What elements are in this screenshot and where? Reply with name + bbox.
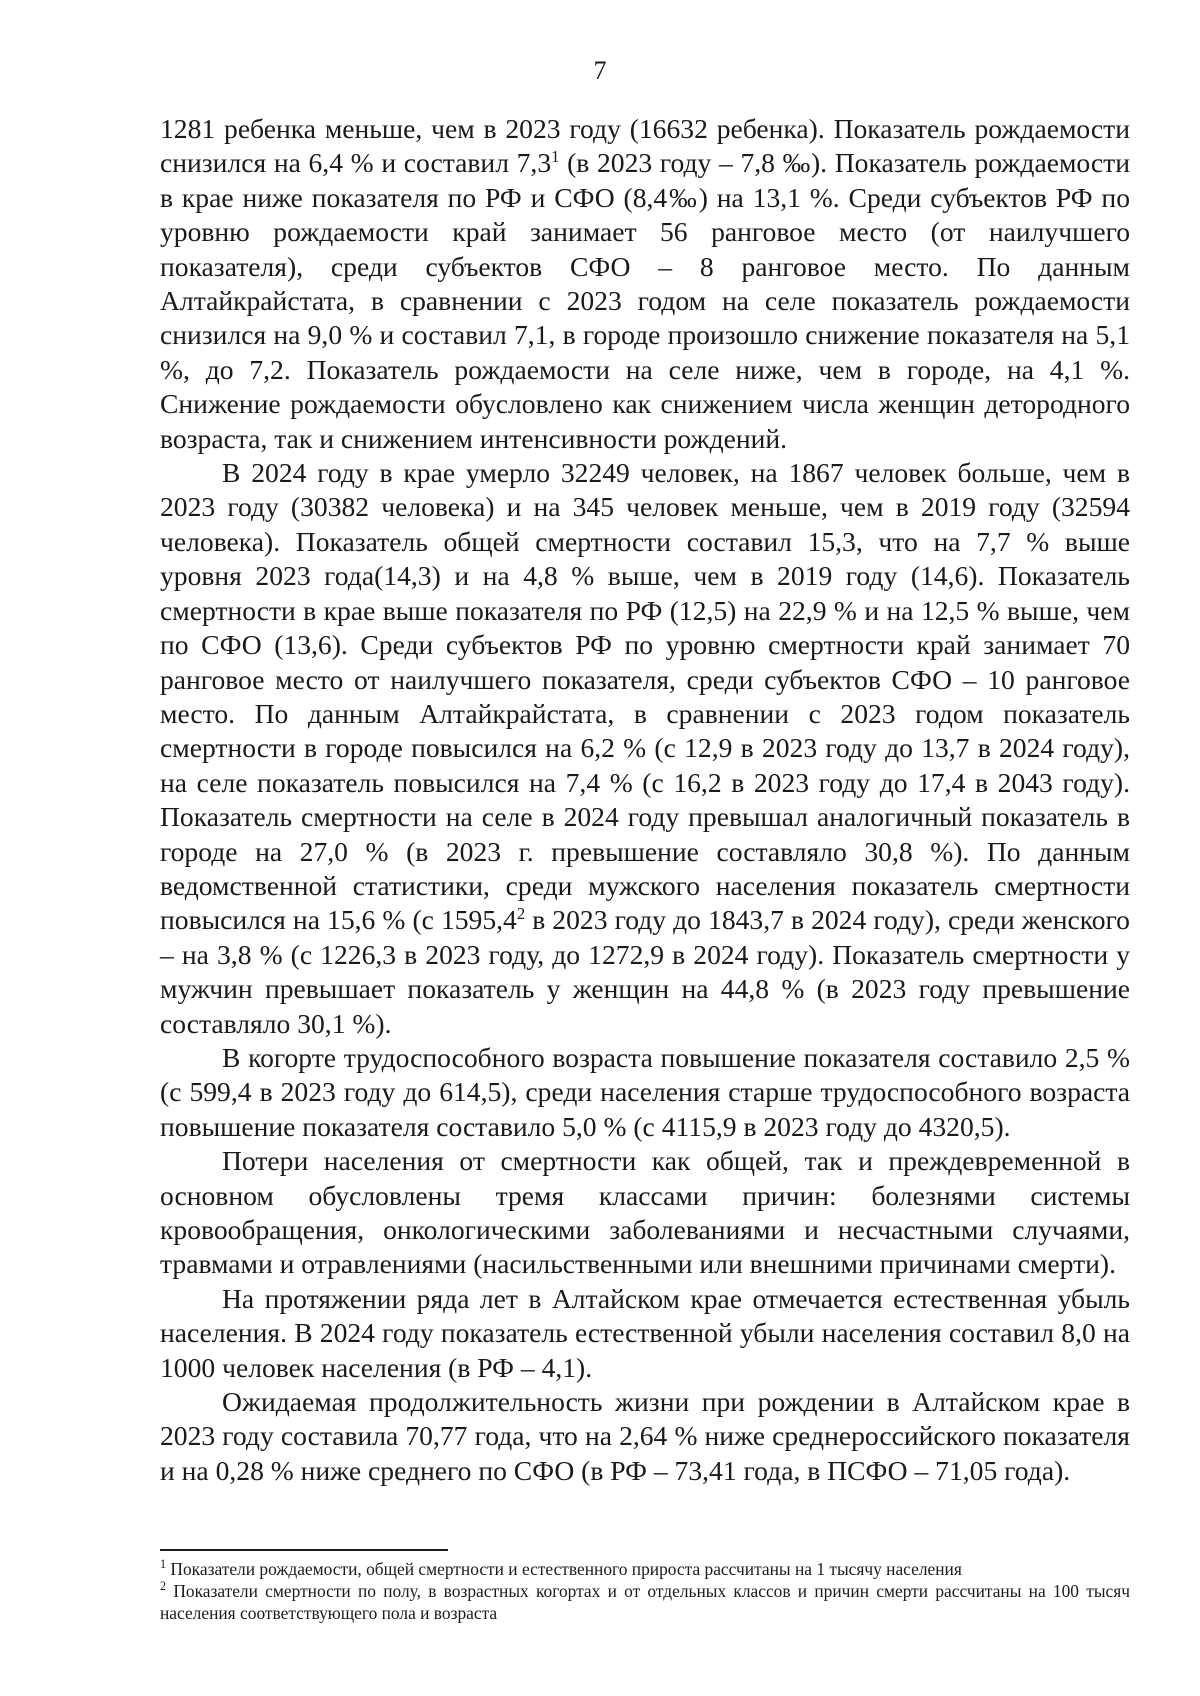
page-number: 7 bbox=[593, 56, 607, 85]
paragraph-text: 1281 ребенка меньше, чем в 2023 году (16632 ребенка). Показатель рождаемости снизился на 6,4 % и составил 7,3 bbox=[160, 113, 1130, 179]
paragraph bbox=[160, 1385, 1130, 1488]
footnote-reference: 1 bbox=[551, 147, 560, 167]
footnote-reference: 2 bbox=[516, 904, 526, 924]
paragraph-text: Потери населения от смертности как общей, так и преждевременной в основном обусловлены тремя классами причин: болезнями системы кровообращения, онкологическими заболеваниями и несчастными случаями, травмами и отравлениями (насильственными или внешними причинами смерти). bbox=[160, 1145, 1130, 1280]
paragraph-text: В 2024 году в крае умерло 32249 человек, на 1867 человек больше, чем в 2023 году (30382 человека) и на 345 человек меньше, чем в 2019 году (32594 человека). Показатель общей смертности составил 15,3, что на 7,7 % выше уровня 2023 года(14,3) и на 4,8 % выше, чем в 2019 году (14,6). Показатель смертности в крае выше показателя по РФ (12,5) на 22,9 % и на 12,5 % выше, чем по СФО (13,6). Среди субъектов РФ по уровню смертности край занимает 70 ранговое место от наилучшего показателя, среди субъектов СФО – 10 ранговое место. По данным Алтайкрайстата, в сравнении с 2023 годом показатель смертности в городе повысился на 6,2 % (с 12,9 в 2023 году до 13,7 в 2024 году), на селе показатель повысился на 7,4 % (с 16,2 в 2023 году до 17,4 в 2043 году). Показатель смертности на селе в 2024 году превышал аналогичный показатель в городе на 27,0 % (в 2023 г. превышение составляло 30,8 %). По данным ведомственной статистики, среди мужского населения показатель смертности повысился на 15,6 % (с 1595,4 bbox=[160, 457, 1130, 936]
footnote-divider bbox=[160, 1549, 448, 1551]
footnote-text: Показатели рождаемости, общей смертности и естественного прироста рассчитаны на 1 тысячу населения bbox=[166, 1559, 962, 1579]
footnote-text: Показатели смертности по полу, в возрастных когортах и от отдельных классов и причин смерти рассчитаны на 100 тысяч населения соответствующего пола и возраста bbox=[160, 1581, 1130, 1623]
paragraph-text: Ожидаемая продолжительность жизни при рождении в Алтайском крае в 2023 году составила 70,77 года, что на 2,64 % ниже среднероссийского показателя и на 0,28 % ниже среднего по СФО (в РФ – 73,41 года, в ПСФО – 71,05 года). bbox=[160, 1386, 1130, 1486]
footnote bbox=[160, 1558, 1130, 1580]
footnotes bbox=[160, 1558, 1130, 1624]
footnote-mark: 1 bbox=[160, 1557, 167, 1572]
paragraph bbox=[160, 1041, 1130, 1144]
paragraph bbox=[160, 456, 1130, 1041]
paragraph bbox=[160, 1144, 1130, 1282]
paragraph bbox=[160, 112, 1130, 456]
paragraph-text: (в 2023 году – 7,8 ‰). Показатель рождаемости в крае ниже показателя по РФ и СФО (8,4‰) на 13,1 %. Среди субъектов РФ по уровню рождаемости край занимает 56 ранговое место (от наилучшего показателя), среди субъектов СФО – 8 ранговое место. По данным Алтайкрайстата, в сравнении с 2023 годом на селе показатель рождаемости снизился на 9,0 % и составил 7,1, в городе произошло снижение показателя на 5,1 %, до 7,2. Показатель рождаемости на селе ниже, чем в городе, на 4,1 %. Снижение рождаемости обусловлено как снижением числа женщин детородного возраста, так и снижением интенсивности рождений. bbox=[160, 147, 1130, 454]
footnote-mark: 2 bbox=[160, 1579, 167, 1594]
paragraph-text: в 2023 году до 1843,7 в 2024 году), среди женского – на 3,8 % (с 1226,3 в 2023 году, до 1272,9 в 2024 году). Показатель смертности у мужчин превышает показатель у женщин на 44,8 % (в 2023 году превышение составляло 30,1 %). bbox=[160, 904, 1130, 1039]
body-text bbox=[160, 112, 1130, 1488]
paragraph-text: На протяжении ряда лет в Алтайском крае отмечается естественная убыль населения. В 2024 году показатель естественной убыли населения составил 8,0 на 1000 человек населения (в РФ – 4,1). bbox=[160, 1282, 1130, 1383]
paragraph-text: В когорте трудоспособного возраста повышение показателя составило 2,5 % (с 599,4 в 2023 году до 614,5), среди населения старше трудоспособного возраста повышение показателя составило 5,0 % (с 4115,9 в 2023 году до 4320,5). bbox=[160, 1041, 1130, 1142]
footnote bbox=[160, 1580, 1130, 1624]
paragraph bbox=[160, 1282, 1130, 1385]
